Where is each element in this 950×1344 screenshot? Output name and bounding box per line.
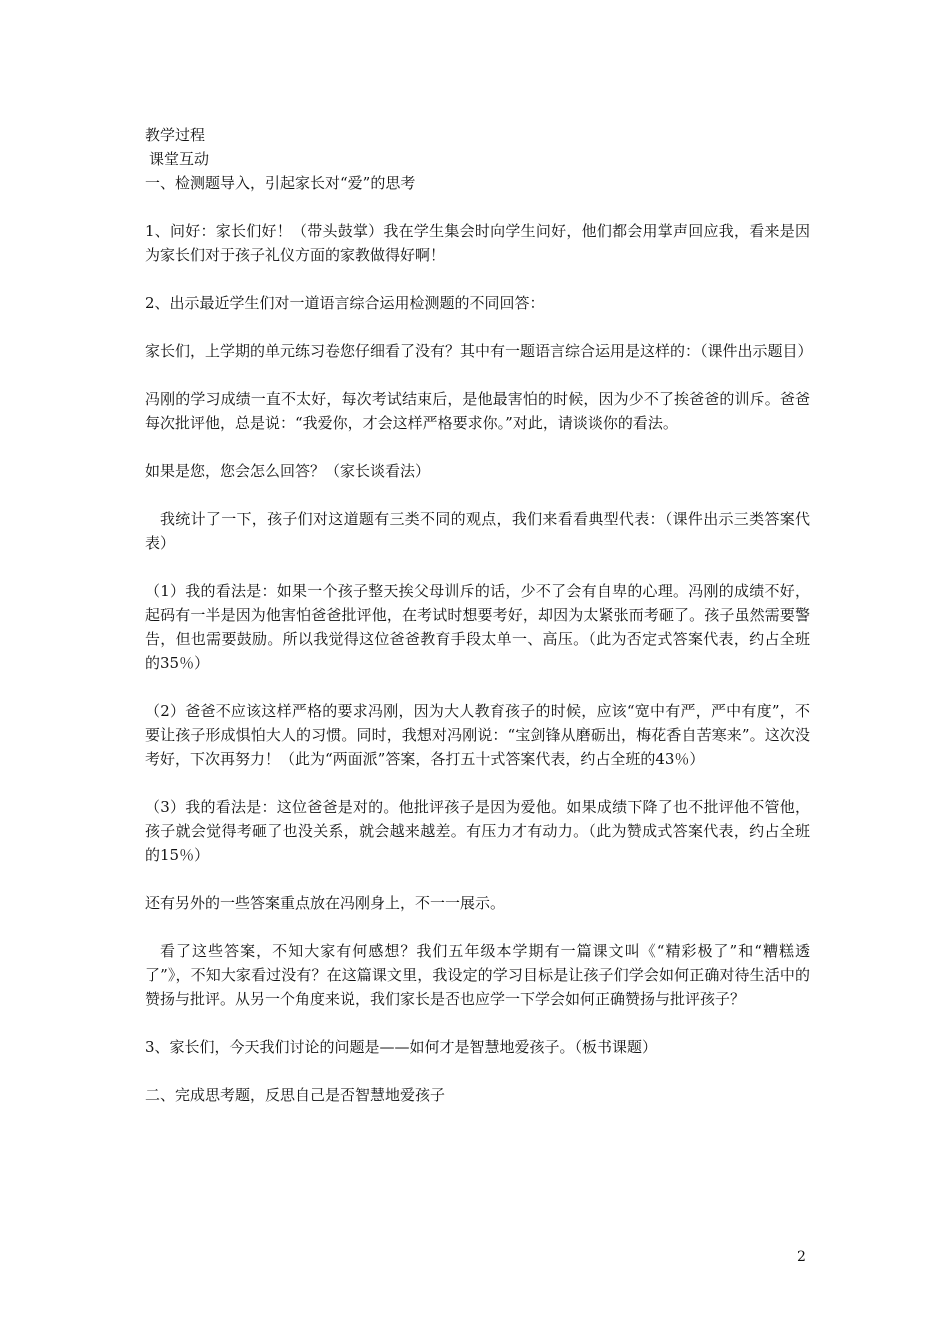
paragraph-gap bbox=[145, 267, 810, 291]
paragraph-1: 1、问好：家长们好！（带头鼓掌）我在学生集会时向学生问好，他们都会用掌声回应我，看来是因为家长们对于孩子礼仪方面的家教做得好啊！ bbox=[145, 222, 810, 264]
paragraph-7: （1）我的看法是：如果一个孩子整天挨父母训斥的话，少不了会有自卑的心理。冯刚的成绩不好，起码有一半是因为他害怕爸爸批评他，在考试时想要考好，却因为太紧张而考砸了。孩子虽然需要警告，但也需要鼓励。所以我觉得这位爸爸教育手段太单一、高压。（此为否定式答案代表，约占全班的35％） bbox=[145, 582, 810, 672]
paragraph-6: 我统计了一下，孩子们对这道题有三类不同的观点，我们来看看典型代表：（课件出示三类答案代表） bbox=[145, 510, 810, 552]
paragraph-gap bbox=[145, 435, 810, 459]
paragraph-gap bbox=[145, 867, 810, 891]
paragraph-gap bbox=[145, 555, 810, 579]
paragraph-2: 2、出示最近学生们对一道语言综合运用检测题的不同回答： bbox=[145, 294, 545, 312]
document-body bbox=[145, 123, 813, 1107]
paragraph-gap bbox=[145, 771, 810, 795]
paragraph-8: （2）爸爸不应该这样严格的要求冯刚，因为大人教育孩子的时候，应该“宽中有严，严中有度”，不要让孩子形成惧怕大人的习惯。同时，我想对冯刚说：“宝剑锋从磨砺出，梅花香自苦寒来”。这次没考好，下次再努力！（此为“两面派”答案，各打五十式答案代表，约占全班的43％） bbox=[145, 702, 810, 768]
paragraph-gap bbox=[145, 483, 810, 507]
page-number: 2 bbox=[797, 1249, 806, 1265]
paragraph-gap bbox=[145, 363, 810, 387]
paragraph-gap bbox=[145, 1059, 810, 1083]
paragraph-9: （3）我的看法是：这位爸爸是对的。他批评孩子是因为爱他。如果成绩下降了也不批评他不管他，孩子就会觉得考砸了也没关系，就会越来越差。有压力才有动力。（此为赞成式答案代表，约占全班的15％） bbox=[145, 798, 810, 864]
paragraph-gap bbox=[145, 915, 810, 939]
paragraph-gap bbox=[145, 675, 810, 699]
paragraph-11: 看了这些答案，不知大家有何感想？我们五年级本学期有一篇课文叫《“精彩极了”和“糟糕透了”》，不知大家看过没有？在这篇课文里，我设定的学习目标是让孩子们学会如何正确对待生活中的赞扬与批评。从另一个角度来说，我们家长是否也应学一下学会如何正确赞扬与批评孩子？ bbox=[145, 942, 810, 1008]
paragraph-gap bbox=[145, 1011, 810, 1035]
paragraph-12: 3、家长们，今天我们讨论的问题是——如何才是智慧地爱孩子。（板书课题） bbox=[145, 1038, 658, 1056]
paragraph-4: 冯刚的学习成绩一直不太好，每次考试结束后，是他最害怕的时候，因为少不了挨爸爸的训斥。爸爸每次批评他，总是说：“我爱你，才会这样严格要求你。”对此，请谈谈你的看法。 bbox=[145, 390, 810, 432]
heading: 教学过程 bbox=[145, 126, 206, 144]
paragraph-gap bbox=[145, 195, 810, 219]
section-title-1: 一、检测题导入，引起家长对“爱”的思考 bbox=[145, 174, 416, 192]
subheading: 课堂互动 bbox=[149, 150, 210, 168]
paragraph-5: 如果是您，您会怎么回答？（家长谈看法） bbox=[145, 462, 431, 480]
paragraph-10: 还有另外的一些答案重点放在冯刚身上，不一一展示。 bbox=[145, 894, 506, 912]
section-title-2: 二、完成思考题，反思自己是否智慧地爱孩子 bbox=[145, 1086, 446, 1104]
paragraph-gap bbox=[145, 315, 810, 339]
paragraph-3: 家长们，上学期的单元练习卷您仔细看了没有？其中有一题语言综合运用是这样的：（课件出示题目） bbox=[145, 342, 813, 360]
